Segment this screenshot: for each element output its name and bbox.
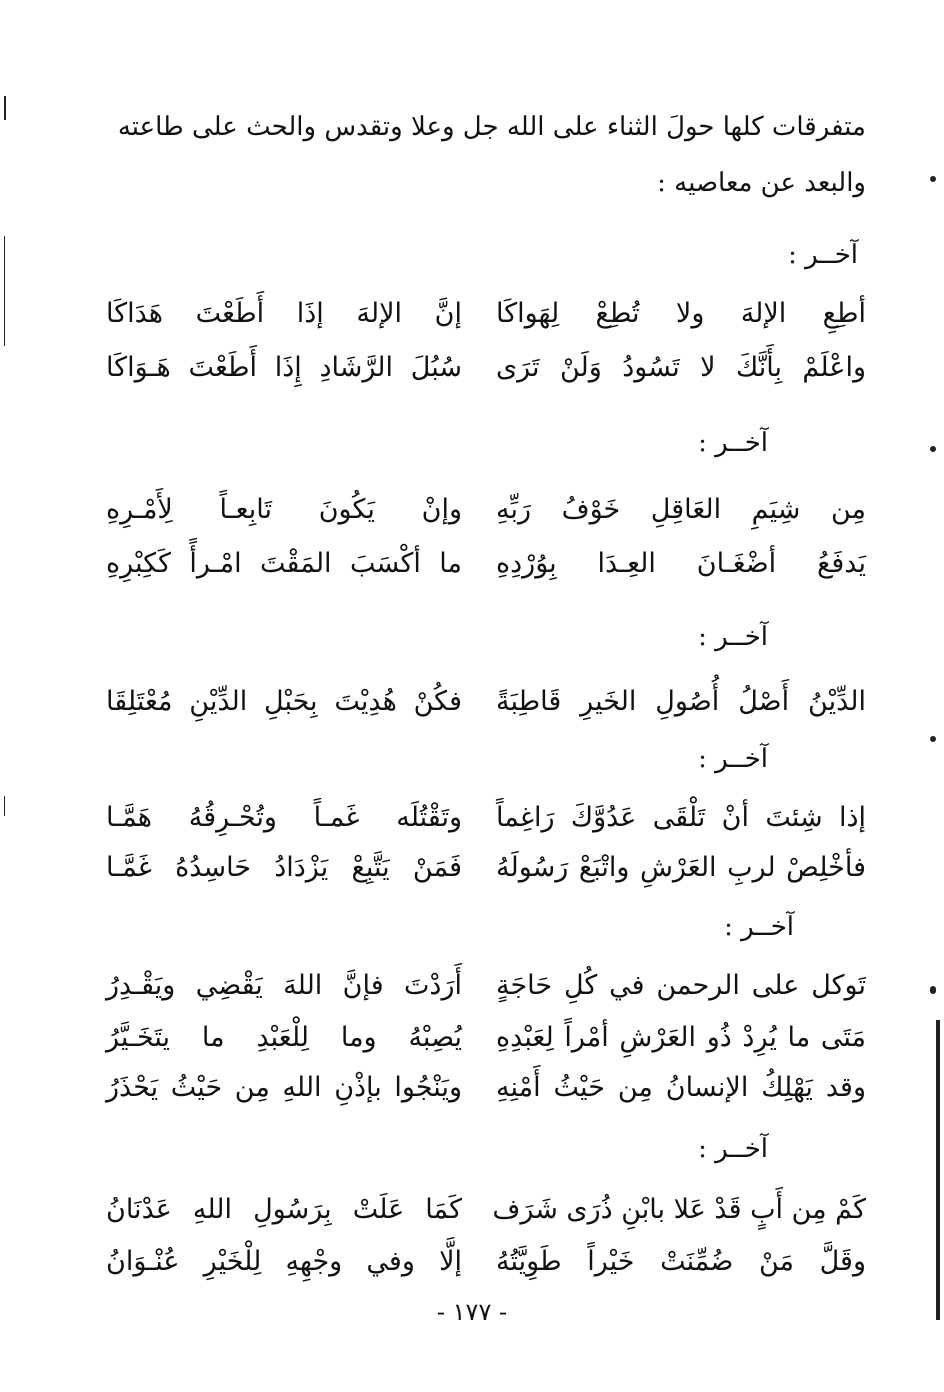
verse-second-hemistich: إلَّا وفي وجْهِهِ لِلْخَيْرِ عُنْـوَانُ	[106, 1246, 462, 1277]
verse	[106, 1022, 866, 1062]
section-heading: آخــر :	[698, 1134, 768, 1164]
section-heading: آخــر :	[698, 622, 768, 652]
verse	[106, 1194, 866, 1234]
verse	[106, 970, 866, 1010]
section-heading: آخــر :	[698, 744, 768, 774]
verse-first-hemistich: تَوكل على الرحمن في كُلِ حَاجَةٍ	[496, 970, 866, 1001]
verse-second-hemistich: ويَنْجُوا بإذْنِ اللهِ مِن حَيْثُ يَحْذَرُ	[106, 1072, 462, 1103]
verse-second-hemistich: ما أكْسَبَ المَقْتَ امْـرأً كَكِبْرِهِ	[106, 548, 462, 579]
scan-artifact	[4, 796, 5, 816]
page-number: - ١٧٧ -	[436, 1298, 508, 1326]
scan-artifact	[4, 96, 6, 120]
scan-artifact	[930, 736, 936, 742]
verse-first-hemistich: كَمْ مِن أَبٍ قَدْ عَلا بابْنِ ذُرَى شَرَف	[492, 1194, 866, 1225]
verse	[106, 802, 866, 842]
intro-line-1: متفرقات كلها حولَ الثناء على الله جل وعلا وتقدس والحث على طاعته	[117, 112, 866, 142]
verse-first-hemistich: يَدفَعُ أضْغَـانَ العِـدَا بِوُرْدِهِ	[496, 548, 866, 579]
verse	[106, 352, 866, 392]
verse	[106, 1246, 866, 1286]
verse-second-hemistich: أَرَدْتَ فإنَّ اللهَ يَقْضِي ويَقْـدِرُ	[106, 970, 462, 1001]
verse-first-hemistich: فأخْلِصْ لربِ العَرْشِ واتْبَعْ رَسُولَهُ	[496, 852, 866, 883]
verse-second-hemistich: وتَقْتُلَه غَمـاً وتُحْـرِقُهُ هَمَّـا	[106, 802, 462, 833]
verse-second-hemistich: سُبُلَ الرَّشَادِ إِذَا أَطَعْتَ هَـوَاكَا	[106, 352, 462, 383]
scan-artifact	[936, 1020, 940, 1320]
verse	[106, 852, 866, 892]
verse-second-hemistich: فكُنْ هُدِيْتَ بِحَبْلِ الدِّيْنِ مُعْتَلِقَا	[106, 686, 462, 717]
verse-second-hemistich: فَمَنْ يَتَّبِعْ يَزْدَادُ حَاسِدُهُ غَمَّـا	[106, 852, 462, 883]
verse	[106, 494, 866, 534]
verse-first-hemistich: مِن شِيَمِ العَاقِلِ خَوْفُ رَبِّهِ	[496, 494, 866, 525]
verse	[106, 1072, 866, 1112]
verse-first-hemistich: واعْلَمْ بِأَنَّكَ لا تَسُودُ وَلَنْ تَرَى	[496, 352, 866, 383]
scan-artifact	[930, 986, 936, 994]
verse-first-hemistich: إذا شِئتَ أنْ تَلْقَى عَدُوَّكَ رَاغِماً	[496, 802, 866, 833]
section-heading: آخــر :	[698, 428, 768, 458]
scan-artifact	[4, 236, 5, 346]
verse	[106, 686, 866, 726]
verse-first-hemistich: وقد يَهْلِكُ الإنسانُ مِن حَيْثُ أَمْنِهِ	[496, 1072, 866, 1103]
verse	[106, 298, 866, 338]
verse-first-hemistich: الدِّيْنُ أَصْلُ أُصُولِ الخَيرِ قَاطِبَةً	[496, 686, 866, 717]
verse-first-hemistich: مَتَى ما يُرِدْ ذُو العَرْشِ أمْراً لِعَبْدِهِ	[496, 1022, 866, 1053]
verse-second-hemistich: كَمَا عَلَتْ بِرَسُولِ اللهِ عَدْنَانُ	[106, 1194, 462, 1225]
verse-second-hemistich: إنَّ الإلهَ إذَا أَطَعْتَ هَدَاكَا	[106, 298, 462, 329]
verse	[106, 548, 866, 588]
verse-second-hemistich: يُصِبْهُ وما لِلْعَبْدِ ما يتَخَـيَّرُ	[106, 1022, 462, 1053]
section-heading: آخــر :	[788, 240, 858, 270]
verse-first-hemistich: أطِعِ الإلهَ ولا تُطِعْ لِهَواكَا	[496, 298, 866, 329]
section-heading: آخــر :	[724, 912, 794, 942]
verse-second-hemistich: وإنْ يَكُونَ تَابِعـاً لِأَمْـرِهِ	[106, 494, 462, 525]
verse-first-hemistich: وقَلَّ مَنْ ضُمِّنَتْ خَيْراً طَوِيَّتُهُ	[496, 1246, 866, 1277]
intro-line-2: والبعد عن معاصيه :	[657, 168, 866, 198]
scan-artifact	[930, 446, 936, 452]
scan-artifact	[930, 176, 936, 182]
